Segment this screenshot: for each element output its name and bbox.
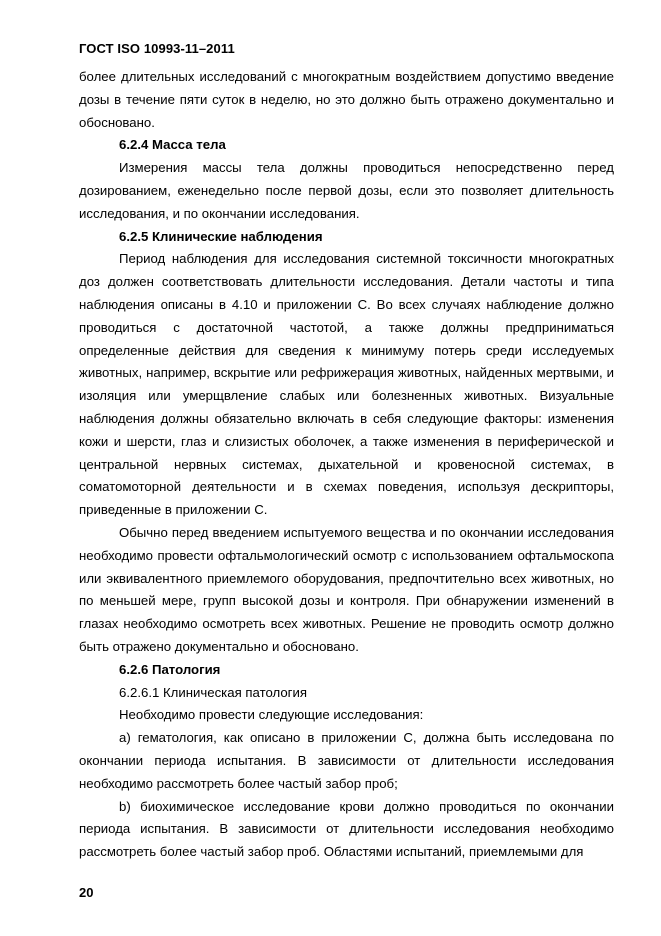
section-heading-6-2-6: 6.2.6 Патология xyxy=(119,661,221,677)
list-item-biochemistry: b) биохимическое исследование крови должно проводиться по окончании периода испытания. В зависимости от длительности исследования необходимо рассмотреть более частый забор проб. Областями испытаний, приемлемыми для xyxy=(79,798,614,860)
list-item-hematology: а) гематология, как описано в приложении С, должна быть исследована по окончании периода испытания. В зависимости от длительности исследования необходимо рассмотреть более частый забор проб; xyxy=(79,730,614,791)
paragraph-clinical-observations: Период наблюдения для исследования системной токсичности многократных доз должен соответствовать длительности исследования. Детали частоты и типа наблюдения описаны в 4.10 и приложении С. Во всех случаях наблюдение должно проводиться с достаточной частотой, а также должны предприниматься определенные действия для сведения к минимуму потерь среди исследуемых животных, например, вскрытие или рефрижерация животных, найденных мертвыми, и изоляция или умерщвление слабых или болезненных животных. Визуальные наблюдения должны обязательно включать в себя следующие факторы: изменения кожи и шерсти, глаз и слизистых оболочек, а также изменения в периферической и центральной нервных системах, дыхательной и кровеносной системах, в соматомоторной деятельности и в схемах поведения, используя дескрипторы, приведенные в приложении С. xyxy=(79,251,614,518)
paragraph-required-tests: Необходимо провести следующие исследования: xyxy=(119,707,424,723)
document-body xyxy=(79,66,614,864)
page-number: 20 xyxy=(79,885,94,900)
standard-header: ГОСТ ISO 10993-11–2011 xyxy=(79,41,235,56)
section-heading-6-2-5: 6.2.5 Клинические наблюдения xyxy=(119,228,323,244)
section-heading-6-2-4: 6.2.4 Масса тела xyxy=(119,137,226,153)
subsection-heading-6-2-6-1: 6.2.6.1 Клиническая патология xyxy=(119,684,307,700)
paragraph-body-weight: Измерения массы тела должны проводиться непосредственно перед дозированием, еженедельно после первой дозы, если это позволяет длительность исследования, и по окончании исследования. xyxy=(79,160,614,221)
paragraph-ophthalmology: Обычно перед введением испытуемого вещества и по окончании исследования необходимо провести офтальмологический осмотр с использованием офтальмоскопа или эквивалентного приемлемого оборудования, предпочтительно всех животных, но по меньшей мере, групп высокой дозы и контроля. При обнаружении изменений в глазах необходимо осмотреть всех животных. Решение не проводить осмотр должно быть отражено документально и обосновано. xyxy=(79,524,614,654)
paragraph-continuation: более длительных исследований с многократным воздействием допустимо введение дозы в течение пяти суток в неделю, но это должно быть отражено документально и обосновано. xyxy=(79,69,614,130)
